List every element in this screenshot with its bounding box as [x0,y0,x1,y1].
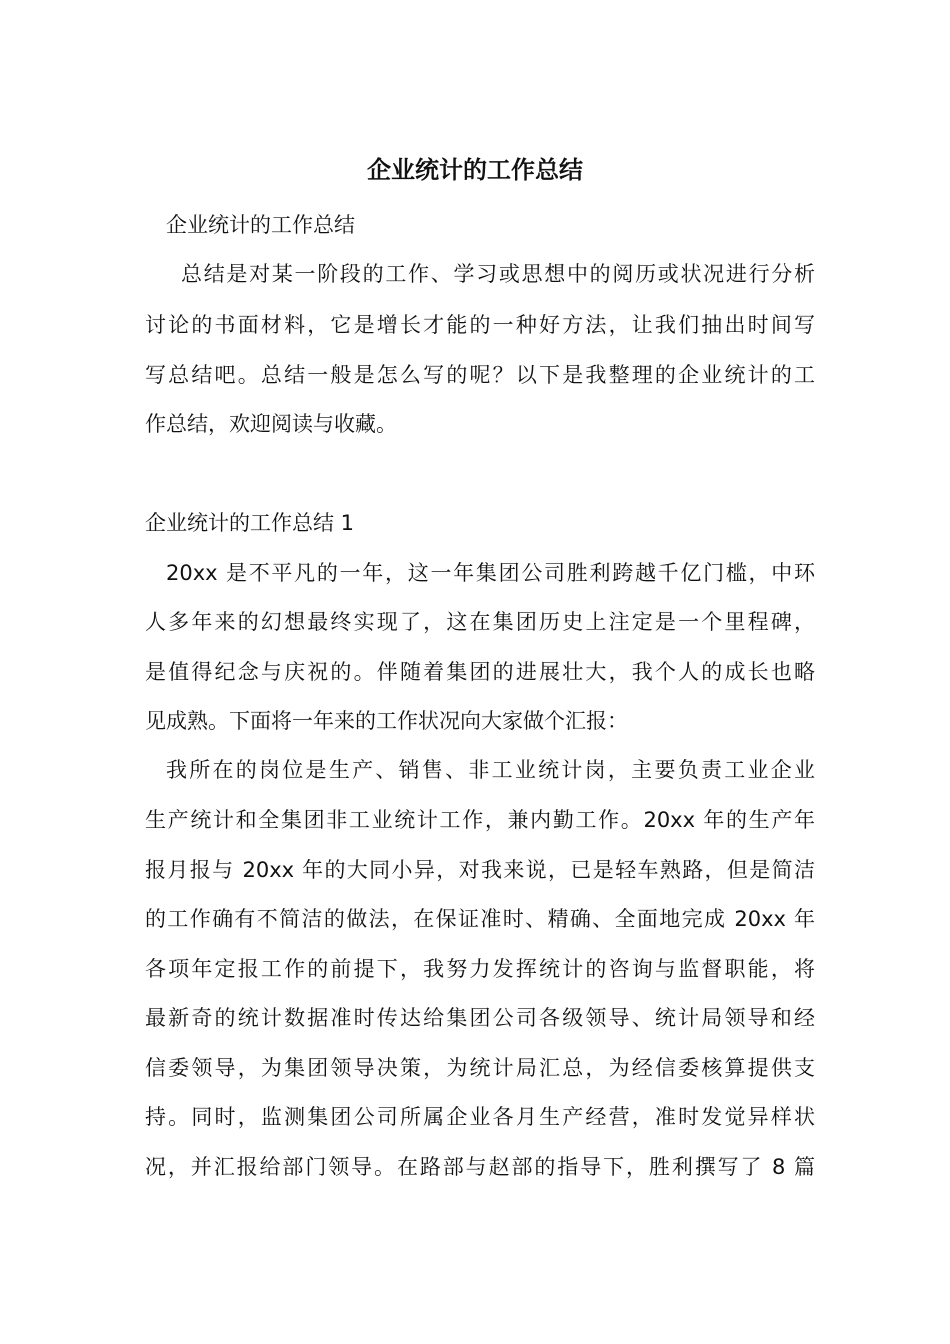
intro-line: 讨论的书面材料，它是增长才能的一种好方法，让我们抽出时间写 [145,313,815,337]
paragraph-line: 持。同时，监测集团公司所属企业各月生产经营，准时发觉异样状 [145,1105,815,1129]
intro-line: 写总结吧。总结一般是怎么写的呢？以下是我整理的企业统计的工 [145,363,815,387]
paragraph-line: 信委领导，为集团领导决策，为统计局汇总，为经信委核算提供支 [145,1056,815,1080]
paragraph-line: 是值得纪念与庆祝的。伴随着集团的进展壮大，我个人的成长也略 [145,660,815,684]
paragraph-line: 最新奇的统计数据准时传达给集团公司各级领导、统计局领导和经 [145,1006,815,1030]
intro-line: 总结是对某一阶段的工作、学习或思想中的阅历或状况进行分析 [181,262,815,286]
paragraph-line: 人多年来的幻想最终实现了，这在集团历史上注定是一个里程碑， [145,610,815,634]
paragraph-line: 我所在的岗位是生产、销售、非工业统计岗，主要负责工业企业 [166,758,815,782]
paragraph-line: 报月报与 20xx 年的大同小异，对我来说，已是轻车熟路，但是简洁 [145,858,815,882]
paragraph-line: 见成熟。下面将一年来的工作状况向大家做个汇报： [145,709,628,733]
document-title: 企业统计的工作总结 [367,156,583,184]
paragraph-line: 的工作确有不简洁的做法，在保证准时、精确、全面地完成 20xx 年 [145,907,815,931]
paragraph-line: 各项年定报工作的前提下，我努力发挥统计的咨询与监督职能，将 [145,957,815,981]
paragraph-line: 生产统计和全集团非工业统计工作，兼内勤工作。20xx 年的生产年 [145,808,815,832]
section-heading: 企业统计的工作总结 1 [145,511,355,535]
paragraph-line: 20xx 是不平凡的一年，这一年集团公司胜利跨越千亿门槛，中环 [166,561,815,585]
document-subtitle: 企业统计的工作总结 [166,213,355,237]
paragraph-line: 况，并汇报给部门领导。在路部与赵部的指导下，胜利撰写了 8 篇 [145,1155,815,1179]
intro-line: 作总结，欢迎阅读与收藏。 [145,412,397,436]
